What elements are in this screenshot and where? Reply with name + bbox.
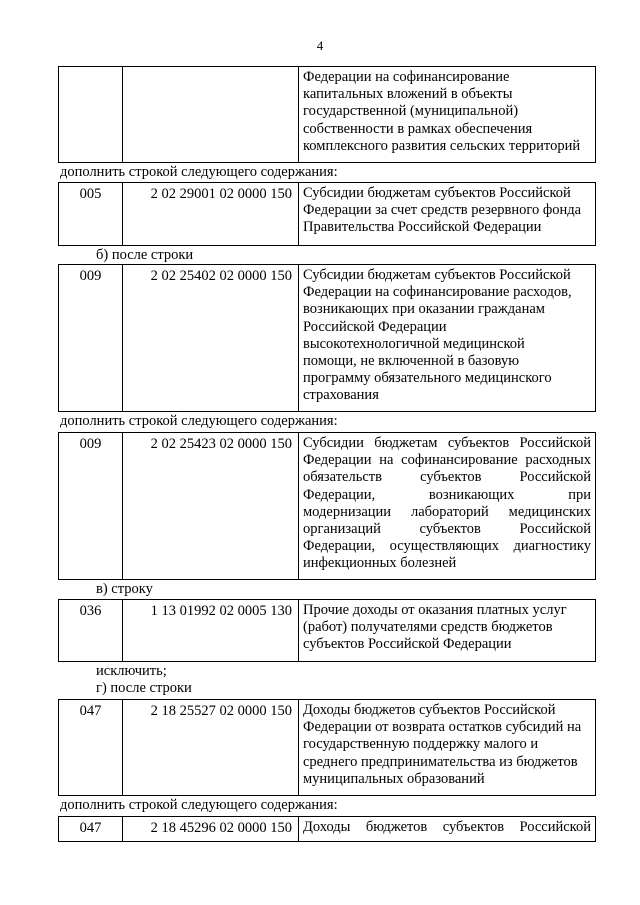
code-cell: 036	[59, 600, 123, 661]
description-line: государственную поддержку малого и	[303, 736, 539, 753]
description-line: Субсидии бюджетам субъектов Российской	[303, 185, 571, 201]
paragraph-text: г) после строки	[96, 680, 192, 696]
description-line: высокотехнологичной медицинской	[303, 335, 525, 352]
description-line: комплексного развития сельских территорий	[303, 137, 581, 154]
paragraph-text: б) после строки	[96, 247, 194, 263]
code-cell: 005	[59, 183, 123, 245]
kbk-cell: 2 02 25402 02 0000 150	[123, 265, 299, 411]
description-cell	[299, 600, 595, 661]
description-line: Субсидии бюджетам субъектов Российской	[303, 435, 591, 451]
code-cell: 047	[59, 817, 123, 841]
description-line: Субсидии бюджетам субъектов Российской	[303, 267, 571, 283]
description-line: модернизации лабораторий медицинских	[303, 503, 591, 520]
paragraph-text: исключить;	[96, 663, 167, 679]
code-cell: 047	[59, 700, 123, 795]
description-line: муниципальных образований	[303, 770, 485, 787]
description-line: Доходы бюджетов субъектов Российской	[303, 819, 591, 835]
description-line: среднего предпринимательства из бюджетов	[303, 753, 578, 770]
kbk-cell	[123, 67, 299, 162]
description-line: Федерации на софинансирование расходных	[303, 452, 591, 469]
description-cell	[299, 433, 595, 579]
table-row	[58, 66, 596, 163]
description-line: обязательств субъектов Российской	[303, 469, 591, 486]
code-cell	[59, 67, 123, 162]
description-line: Федерации от возврата остатков субсидий на	[303, 719, 582, 736]
description-line: Доходы бюджетов субъектов Российской	[303, 702, 556, 718]
paragraph-text: дополнить строкой следующего содержания:	[60, 797, 338, 813]
table-row	[58, 182, 596, 246]
page-number: 4	[316, 38, 324, 53]
description-line: государственной (муниципальной)	[303, 103, 519, 120]
description-line: Федерации, возникающих при	[303, 486, 591, 503]
description-line: инфекционных болезней	[303, 555, 457, 572]
paragraph-text: в) строку	[96, 581, 153, 597]
kbk-cell: 2 02 25423 02 0000 150	[123, 433, 299, 579]
description-line: (работ) получателями средств бюджетов	[303, 619, 553, 636]
table-row	[58, 599, 596, 662]
description-cell	[299, 265, 595, 411]
description-line: Прочие доходы от оказания платных услуг	[303, 602, 567, 618]
code-cell: 009	[59, 433, 123, 579]
kbk-cell: 2 02 29001 02 0000 150	[123, 183, 299, 245]
table-row	[58, 264, 596, 412]
description-cell	[299, 67, 595, 162]
description-line: собственности в рамках обеспечения	[303, 120, 533, 137]
kbk-cell: 2 18 45296 02 0000 150	[123, 817, 299, 841]
kbk-cell: 2 18 25527 02 0000 150	[123, 700, 299, 795]
description-line: Федерации на софинансирование расходов,	[303, 284, 572, 301]
description-line: возникающих при оказании гражданам	[303, 301, 545, 318]
description-line: страхования	[303, 387, 379, 404]
description-line: Федерации за счет средств резервного фонда	[303, 202, 582, 219]
code-cell: 009	[59, 265, 123, 411]
description-line: организаций субъектов Российской	[303, 521, 591, 538]
description-line: Федерации на софинансирование	[303, 69, 510, 85]
table-row	[58, 816, 596, 842]
paragraph-text: дополнить строкой следующего содержания:	[60, 164, 338, 180]
description-cell	[299, 700, 595, 795]
table-row	[58, 699, 596, 796]
description-line: Федерации, осуществляющих диагностику	[303, 538, 591, 555]
kbk-cell: 1 13 01992 02 0005 130	[123, 600, 299, 661]
table-row	[58, 432, 596, 580]
description-cell	[299, 817, 595, 841]
description-cell	[299, 183, 595, 245]
description-line: Российской Федерации	[303, 318, 447, 335]
description-line: субъектов Российской Федерации	[303, 636, 512, 653]
description-line: помощи, не включенной в базовую	[303, 353, 520, 370]
description-line: программу обязательного медицинского	[303, 370, 552, 387]
description-line: капитальных вложений в объекты	[303, 86, 513, 103]
paragraph-text: дополнить строкой следующего содержания:	[60, 413, 338, 429]
description-line: Правительства Российской Федерации	[303, 219, 542, 236]
